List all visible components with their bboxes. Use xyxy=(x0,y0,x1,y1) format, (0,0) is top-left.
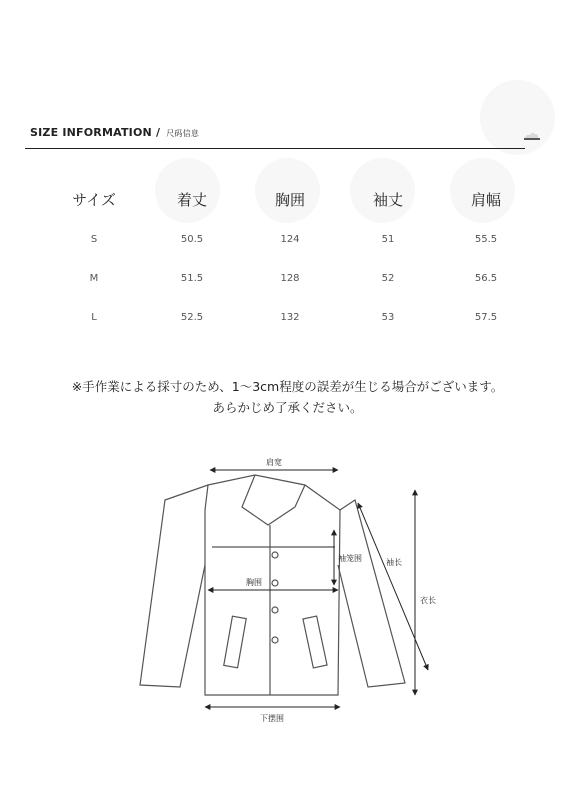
jacket-right-pocket xyxy=(303,616,327,668)
jacket-button xyxy=(272,580,278,586)
jacket-measurement-diagram xyxy=(120,455,450,725)
section-separator: / xyxy=(155,126,161,139)
jacket-right-sleeve xyxy=(338,500,405,687)
armhole-label: 袖笼围 xyxy=(338,554,362,563)
table-cell: 55.5 xyxy=(474,234,498,245)
shoulder-label: 肩宽 xyxy=(266,458,282,467)
jacket-button xyxy=(272,552,278,558)
table-cell: 128 xyxy=(280,273,300,284)
hem-label: 下摆围 xyxy=(260,714,284,723)
table-cell: 124 xyxy=(280,234,300,245)
jacket-left-pocket xyxy=(224,616,246,668)
table-cell: 52 xyxy=(381,273,395,284)
table-row xyxy=(45,220,535,259)
section-header xyxy=(30,126,199,139)
table-cell: S xyxy=(90,234,98,245)
decorative-circle xyxy=(480,80,555,155)
cloud-logo-icon xyxy=(522,128,542,142)
table-cell: 51 xyxy=(381,234,395,245)
table-row xyxy=(45,298,535,337)
table-cell: M xyxy=(89,273,99,284)
table-cell: 52.5 xyxy=(180,312,204,323)
sleeve-length-label: 袖长 xyxy=(386,558,402,567)
chest-label: 胸围 xyxy=(246,578,262,587)
table-header-row xyxy=(45,178,535,220)
table-cell: 56.5 xyxy=(474,273,498,284)
table-cell: 50.5 xyxy=(180,234,204,245)
table-row xyxy=(45,259,535,298)
table-cell: L xyxy=(91,312,97,323)
disclaimer-line-1: ※手作業による採寸のため、1〜3cm程度の誤差が生じる場合がございます。 xyxy=(71,379,504,394)
sleeve-length-arrow xyxy=(358,503,428,670)
jacket-outline xyxy=(140,475,405,695)
table-cell: 51.5 xyxy=(180,273,204,284)
section-title: SIZE INFORMATION xyxy=(30,126,152,139)
column-header: サイズ xyxy=(72,190,116,209)
column-header: 着丈 xyxy=(176,190,207,209)
table-cell: 57.5 xyxy=(474,312,498,323)
size-table xyxy=(45,178,535,337)
section-subtitle: 尺码信息 xyxy=(166,129,200,138)
column-header: 肩幅 xyxy=(470,190,501,209)
column-header: 胸囲 xyxy=(274,190,305,209)
header-divider xyxy=(25,148,525,149)
body-length-label: 衣长 xyxy=(420,596,436,605)
jacket-left-sleeve xyxy=(140,485,208,687)
column-header: 袖丈 xyxy=(372,190,403,209)
jacket-button xyxy=(272,607,278,613)
disclaimer-line-2: あらかじめ了承ください。 xyxy=(212,400,363,415)
table-cell: 132 xyxy=(280,312,300,323)
jacket-button xyxy=(272,637,278,643)
table-cell: 53 xyxy=(381,312,395,323)
